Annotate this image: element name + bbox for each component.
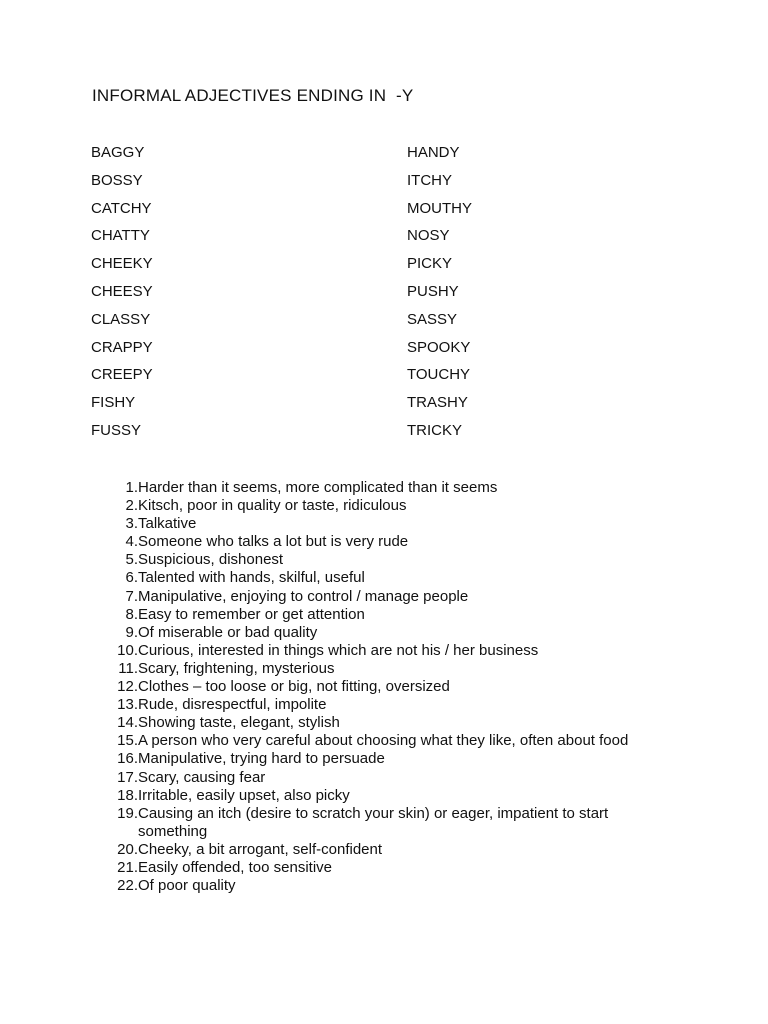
definition-text: Scary, frightening, mysterious	[138, 659, 335, 677]
word-item: SASSY	[407, 310, 458, 328]
definition-text: Cheeky, a bit arrogant, self-confident	[138, 840, 383, 858]
definition-item	[92, 696, 672, 714]
word-item: PICKY	[407, 255, 453, 273]
definition-text: Harder than it seems, more complicated than it seems	[138, 479, 498, 496]
definition-item	[92, 750, 672, 768]
definition-item	[92, 660, 672, 678]
definition-item	[92, 732, 672, 750]
definition-item	[92, 533, 672, 551]
definition-number: 9.	[125, 623, 138, 641]
word-item: HANDY	[407, 144, 460, 161]
definition-text: Talkative	[138, 515, 197, 533]
definition-item	[92, 841, 672, 859]
definition-number: 3.	[125, 515, 138, 533]
word-item: FUSSY	[91, 421, 142, 439]
definition-number: 22.	[117, 877, 138, 895]
definition-number: 8.	[125, 605, 138, 623]
definition-item	[92, 714, 672, 732]
word-list-right	[407, 143, 472, 449]
word-item: CATCHY	[91, 199, 152, 217]
definition-number: 20.	[117, 840, 138, 858]
definition-number: 1.	[125, 479, 138, 496]
definition-number: 10.	[117, 641, 138, 659]
definition-number: 11.	[118, 659, 138, 677]
definition-text: Manipulative, enjoying to control / manage people	[138, 587, 469, 605]
definition-number: 18.	[117, 786, 138, 804]
definition-number: 13.	[117, 696, 138, 714]
word-item: CRAPPY	[91, 338, 153, 356]
definition-number: 7.	[125, 587, 138, 605]
word-item: CHEEKY	[91, 255, 153, 273]
word-item: TRICKY	[407, 421, 463, 439]
definition-item	[92, 642, 672, 660]
definition-item	[92, 805, 672, 841]
word-item: CREEPY	[91, 366, 153, 384]
definition-text: Causing an itch (desire to scratch your skin) or eager, impatient to start something	[138, 804, 609, 840]
definition-number: 12.	[117, 678, 138, 696]
definition-text: Talented with hands, skilful, useful	[138, 569, 365, 587]
definition-number: 2.	[125, 497, 138, 515]
word-item: ITCHY	[407, 171, 452, 189]
definition-item	[92, 606, 672, 624]
definition-text: Clothes – too loose or big, not fitting, oversized	[138, 678, 450, 696]
word-item: MOUTHY	[407, 199, 472, 217]
word-item: CHEESY	[91, 282, 153, 300]
definition-text: Scary, causing fear	[138, 768, 266, 786]
word-list-left	[91, 143, 153, 449]
definition-text: Curious, interested in things which are not his / her business	[138, 641, 539, 659]
word-item: CLASSY	[91, 310, 151, 328]
definition-list	[92, 479, 672, 895]
definition-item	[92, 787, 672, 805]
definition-item	[92, 515, 672, 533]
definition-number: 15.	[117, 732, 138, 750]
definition-item	[92, 624, 672, 642]
definition-number: 14.	[117, 714, 138, 732]
definition-text: Suspicious, dishonest	[138, 551, 284, 569]
definition-number: 19.	[117, 804, 138, 822]
definition-text: Of miserable or bad quality	[138, 623, 318, 641]
definition-text: Rude, disrespectful, impolite	[138, 696, 327, 714]
word-item: TRASHY	[407, 394, 468, 412]
definition-text: Of poor quality	[138, 877, 236, 895]
word-item: NOSY	[407, 227, 450, 245]
definition-item	[92, 569, 672, 587]
definition-number: 4.	[125, 533, 138, 551]
definition-item	[92, 877, 672, 895]
definition-item	[92, 497, 672, 515]
definition-number: 16.	[117, 750, 138, 768]
word-item: TOUCHY	[407, 366, 471, 384]
definition-number: 21.	[117, 858, 138, 876]
word-item: FISHY	[91, 394, 136, 412]
definition-item	[92, 551, 672, 569]
definition-item	[92, 769, 672, 787]
definition-number: 6.	[125, 569, 138, 587]
word-item: SPOOKY	[407, 338, 471, 356]
definition-text: Easy to remember or get attention	[138, 605, 365, 623]
word-item: BAGGY	[91, 144, 145, 161]
definition-text: Manipulative, trying hard to persuade	[138, 750, 385, 768]
definition-text: Easily offended, too sensitive	[138, 858, 333, 876]
definition-item	[92, 588, 672, 606]
definition-text: Showing taste, elegant, stylish	[138, 714, 340, 732]
word-item: CHATTY	[91, 227, 150, 245]
definition-number: 17.	[117, 768, 138, 786]
definition-text: Irritable, easily upset, also picky	[138, 786, 350, 804]
definition-item	[92, 678, 672, 696]
definition-text: Kitsch, poor in quality or taste, ridiculous	[138, 497, 407, 515]
definition-number: 5.	[125, 551, 138, 569]
word-item: PUSHY	[407, 282, 459, 300]
page-title: INFORMAL ADJECTIVES ENDING IN -Y	[92, 86, 414, 105]
definition-text: A person who very careful about choosing what they like, often about food	[138, 732, 629, 750]
definition-item	[92, 859, 672, 877]
definition-item	[92, 479, 672, 497]
definition-text: Someone who talks a lot but is very rude	[138, 533, 409, 551]
word-item: BOSSY	[91, 171, 143, 189]
